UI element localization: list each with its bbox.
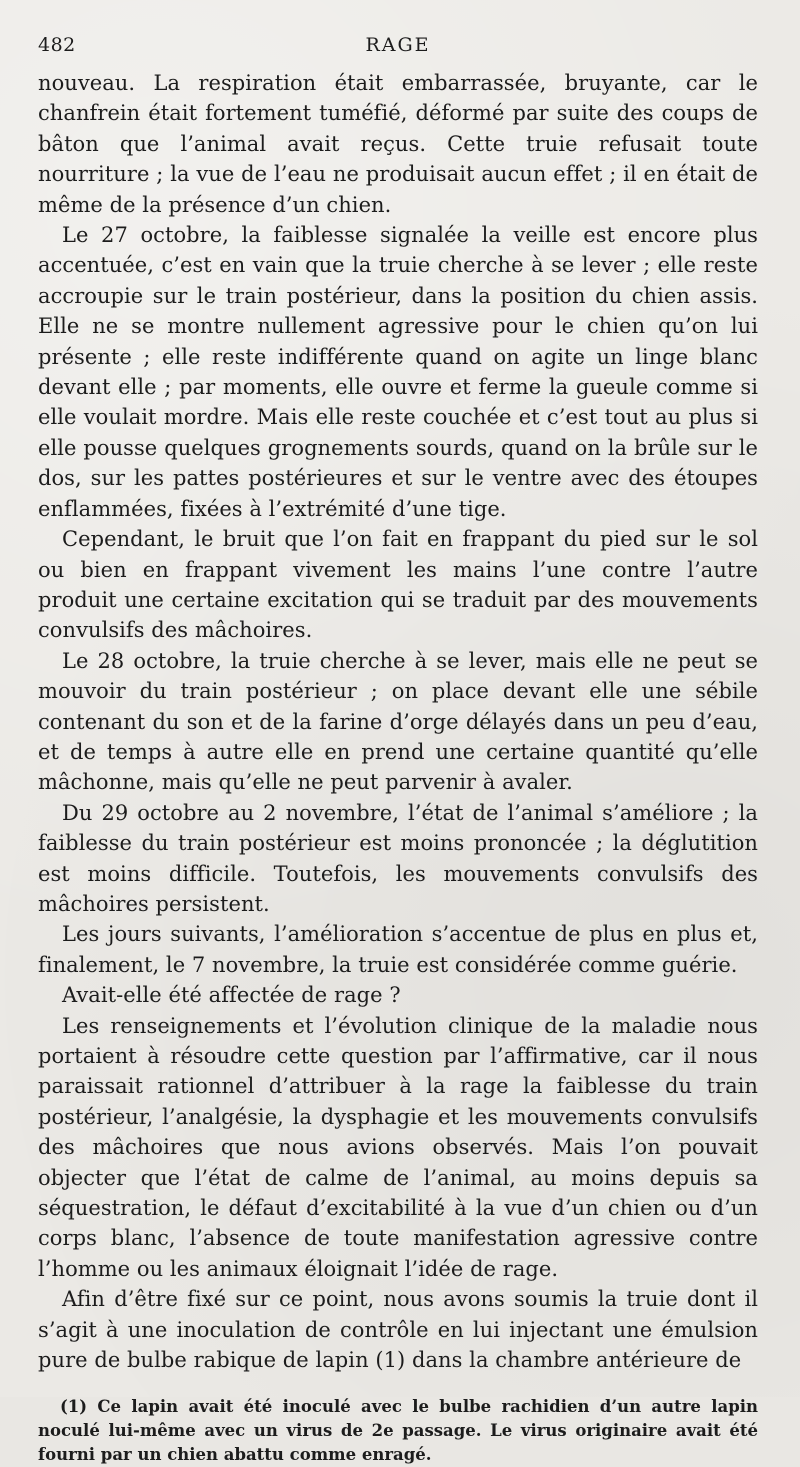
paragraph-27-octobre: Le 27 octobre, la faiblesse signalée la veille est encore plus accentuée, c’est en vain que la truie cherche à se lever ; elle reste accroupie sur le train postérieur, dans la position du chien assis. Elle ne se montre nullement agressive pour le chien qu’on lui présente ; elle reste indifférente quand on agite un linge blanc devant elle ; par moments, elle ouvre et ferme la gueule comme si elle voulait mordre. Mais elle reste couchée et c’est tout au plus si elle pousse quelques grognements sourds, quand on la brûle sur le dos, sur les pattes postérieures et sur le ventre avec des étoupes enflammées, fixées à l’extrémité d’une tige. bbox=[38, 223, 758, 521]
paragraph-question: Avait-elle été affectée de rage ? bbox=[62, 983, 401, 1008]
paragraph-afin: Afin d’être fixé sur ce point, nous avons soumis la truie dont il s’agit à une inoculation de contrôle en lui injectant une émulsion pure de bulbe rabique de lapin (1) dans la chambre antérieure de bbox=[38, 1287, 758, 1373]
paragraph-renseignements: Les renseignements et l’évolution clinique de la maladie nous portaient à résoudre cette question par l’affirmative, car il nous paraissait rationnel d’attribuer à la rage la faiblesse du train postérieur, l’analgésie, la dysphagie et les mouvements convulsifs des mâchoires que nous avions observés. Mais l’on pouvait objecter que l’état de calme de l’animal, au moins depuis sa séquestration, le défaut d’excitabilité à la vue d’un chien ou d’un corps blanc, l’absence de toute manifestation agressive contre l’homme ou les animaux éloignait l’idée de rage. bbox=[38, 1013, 758, 1281]
paragraph-continued: nouveau. La respiration était embarrassée, bruyante, car le chanfrein était fortement tuméfié, déformé par suite des coups de bâton que l’animal avait reçus. Cette truie refusait toute nourriture ; la vue de l’eau ne produisait aucun effet ; il en était de même de la présence d’un chien. bbox=[38, 71, 758, 217]
footnote-text: (1) Ce lapin avait été inoculé avec le bulbe rachidien d’un autre lapin noculé lui-même avec un virus de 2e passage. Le virus originaire avait été fourni par un chien abattu comme enragé. bbox=[38, 1397, 758, 1465]
footnote bbox=[38, 1395, 758, 1467]
running-head: RAGE bbox=[365, 34, 431, 56]
page-header bbox=[38, 30, 758, 64]
paragraph-jours-suivants: Les jours suivants, l’amélioration s’accentue de plus en plus et, finalement, le 7 novembre, la truie est considérée comme guérie. bbox=[38, 922, 758, 977]
body-text bbox=[38, 68, 758, 1375]
paragraph-cependant: Cependant, le bruit que l’on fait en frappant du pied sur le sol ou bien en frappant vivement les mains l’une contre l’autre produit une certaine excitation qui se traduit par des mouvements convulsifs des mâchoires. bbox=[38, 527, 758, 643]
paragraph-29-octobre: Du 29 octobre au 2 novembre, l’état de l’animal s’améliore ; la faiblesse du train postérieur est moins prononcée ; la déglutition est moins difficile. Toutefois, les mouvements convulsifs des mâchoires persistent. bbox=[38, 800, 758, 916]
page-number: 482 bbox=[38, 34, 76, 56]
paragraph-28-octobre: Le 28 octobre, la truie cherche à se lever, mais elle ne peut se mouvoir du train postérieur ; on place devant elle une sébile contenant du son et de la farine d’orge délayés dans un peu d’eau, et de temps à autre elle en prend une certaine quantité qu’elle mâchonne, mais qu’elle ne peut parvenir à avaler. bbox=[38, 648, 758, 795]
